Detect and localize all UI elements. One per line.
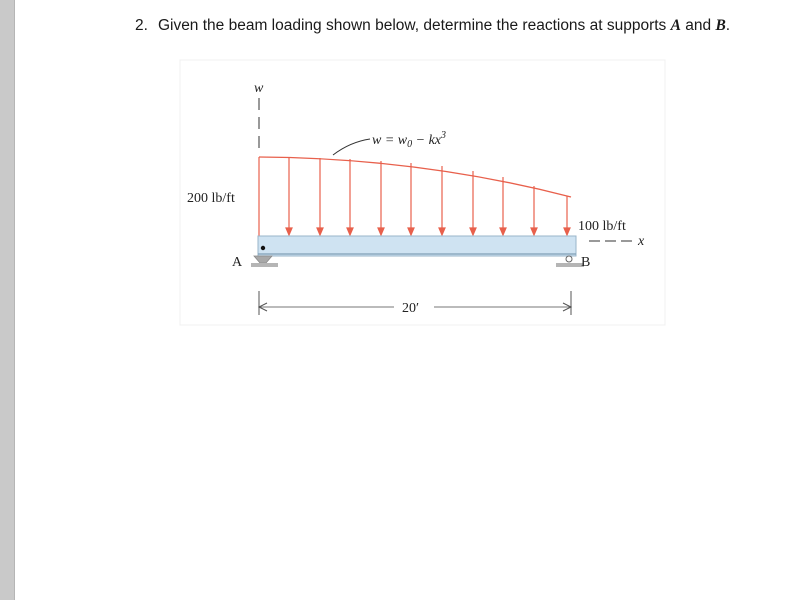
support-a-ref: A	[670, 17, 681, 34]
load-arrow-head	[378, 228, 384, 235]
load-arrow-head	[286, 228, 292, 235]
load-arrow-head	[500, 228, 506, 235]
equation-leader	[333, 139, 370, 155]
support-b-label: B	[581, 255, 591, 270]
span-length-label: 20′	[402, 301, 420, 316]
left-intensity-label: 200 lb/ft	[187, 191, 235, 206]
load-arrow-head	[408, 228, 414, 235]
beam	[258, 236, 576, 256]
problem-text-and: and	[680, 17, 716, 34]
figure-frame	[180, 60, 665, 325]
load-curve	[259, 157, 571, 197]
problem-text-end: .	[725, 17, 731, 34]
load-arrow-head	[470, 228, 476, 235]
load-arrow-head	[317, 228, 323, 235]
x-axis-label: x	[638, 234, 645, 249]
load-arrow-head	[439, 228, 445, 235]
support-a	[251, 256, 278, 267]
support-b	[556, 256, 584, 267]
right-intensity-label: 100 lb/ft	[578, 219, 626, 234]
problem-number: 2.	[135, 17, 148, 34]
support-b-ref: B	[715, 17, 726, 34]
load-equation: $w = w_0 - kx^3$	[372, 130, 446, 150]
support-a-label: A	[232, 255, 243, 270]
w-axis-label: w	[254, 81, 264, 96]
load-arrow-head	[531, 228, 537, 235]
load-arrow-head	[347, 228, 353, 235]
origin-dot	[261, 246, 265, 250]
load-arrow-head	[564, 228, 570, 235]
problem-text: Given the beam loading shown below, determine the reactions at supports	[157, 17, 671, 34]
